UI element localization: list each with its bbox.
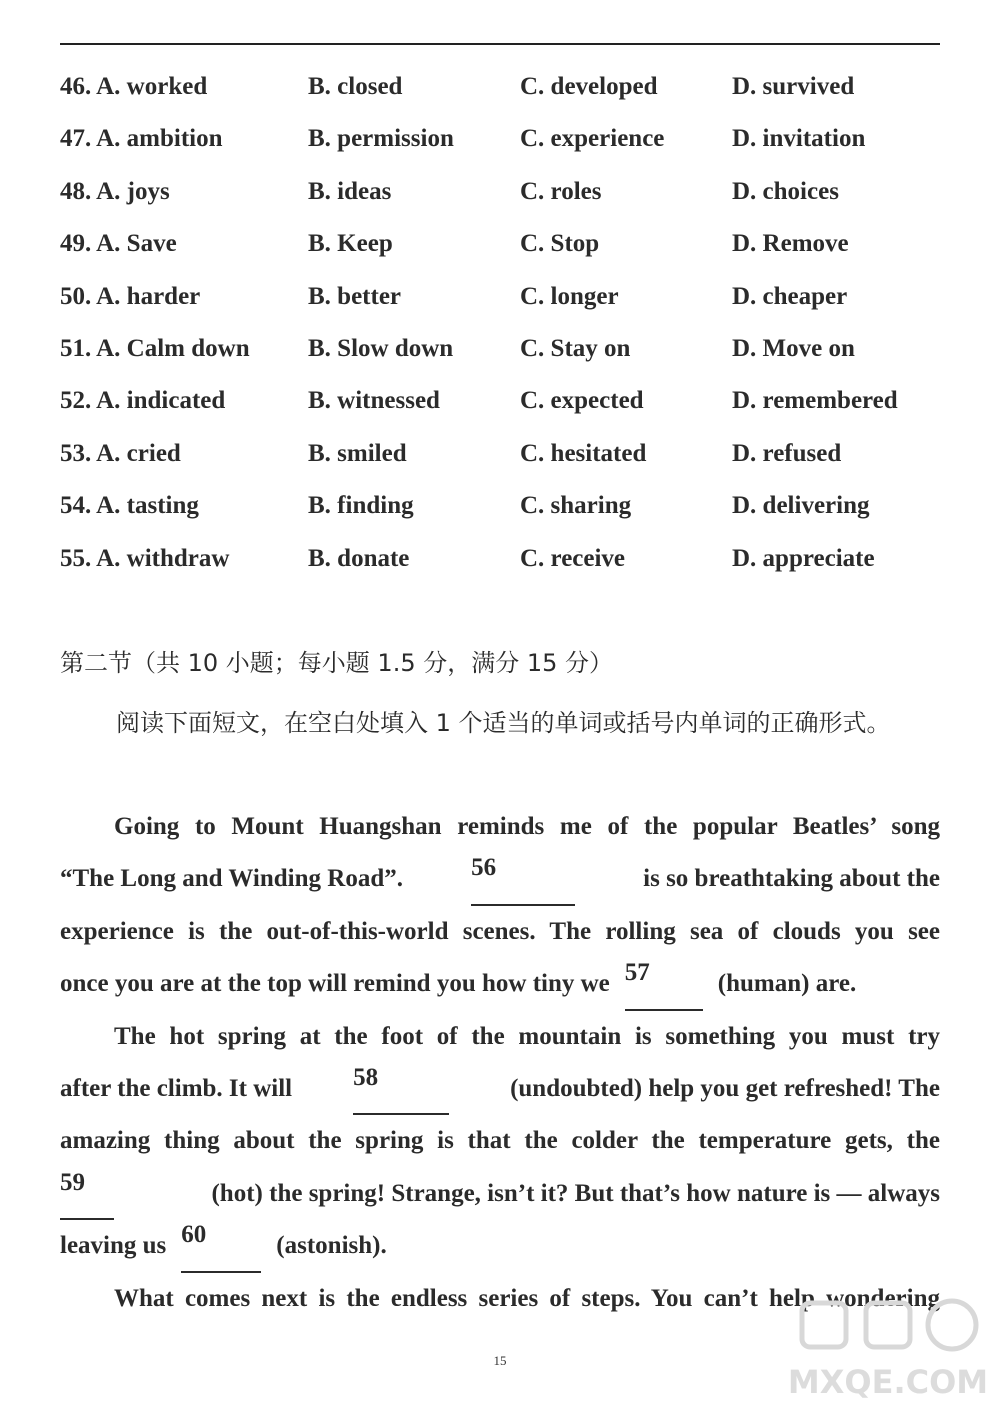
section-title: 第二节（共 10 小题；每小题 1.5 分，满分 15 分） — [60, 649, 614, 677]
passage-line: experience is the out-of-this-world scenes. The rolling sea of clouds you see — [60, 917, 940, 945]
option-row — [60, 330, 940, 382]
option-choice: B. witnessed — [308, 387, 440, 415]
option-choice: B. Keep — [308, 230, 393, 258]
option-choice: 49. A. Save — [60, 230, 177, 258]
option-row — [60, 382, 940, 434]
passage-line: once you are at the top will remind you how tiny we 57 (human) are. — [60, 958, 940, 1010]
option-choice: B. ideas — [308, 177, 392, 205]
option-choice: D. appreciate — [732, 544, 875, 572]
option-row — [60, 68, 940, 120]
blank-60: 60 — [181, 1220, 261, 1272]
option-choice: 52. A. indicated — [60, 387, 226, 415]
option-choice: D. cheaper — [732, 282, 848, 310]
blank-58: 58 — [353, 1063, 449, 1115]
watermark-text: MXQE.COM — [788, 1363, 988, 1401]
option-choice: D. invitation — [732, 125, 866, 153]
option-choice: D. survived — [732, 73, 855, 100]
passage-line: after the climb. It will 58 (undoubted) help you get refreshed! The — [60, 1063, 940, 1115]
passage-line: Going to Mount Huangshan reminds me of the popular Beatles’ song — [114, 813, 940, 840]
option-row — [60, 540, 940, 592]
passage-line: “The Long and Winding Road”. 56 is so breathtaking about the — [60, 853, 940, 905]
option-choice: C. longer — [520, 282, 619, 310]
option-choice: 51. A. Calm down — [60, 334, 250, 362]
option-row — [60, 487, 940, 539]
option-choice: D. remembered — [732, 387, 898, 415]
option-row — [60, 278, 940, 330]
option-choice: 55. A. withdraw — [60, 544, 230, 572]
blank-59: 59 — [60, 1168, 114, 1220]
option-choice: 47. A. ambition — [60, 125, 223, 153]
option-choice: 53. A. cried — [60, 439, 181, 467]
option-choice: 50. A. harder — [60, 282, 201, 310]
option-row — [60, 225, 940, 277]
option-choice: C. sharing — [520, 492, 632, 520]
option-choice: B. finding — [308, 492, 414, 520]
option-row — [60, 435, 940, 487]
option-choice: C. hesitated — [520, 439, 647, 467]
passage-line: 59 (hot) the spring! Strange, isn’t it? But that’s how nature is — always — [60, 1168, 940, 1220]
page-number: 15 — [493, 1353, 507, 1368]
option-choice: B. closed — [308, 73, 403, 100]
option-choice: B. permission — [308, 125, 454, 153]
option-row — [60, 173, 940, 225]
passage-line: The hot spring at the foot of the mountain is something you must try — [114, 1022, 940, 1050]
option-choice: D. choices — [732, 177, 839, 205]
option-choice: D. Move on — [732, 334, 855, 362]
option-choice: B. donate — [308, 544, 410, 572]
option-choice: 48. A. joys — [60, 177, 170, 205]
option-choice: D. Remove — [732, 230, 849, 258]
header-rule — [60, 43, 940, 45]
option-choice: C. Stop — [520, 230, 600, 258]
option-choice: C. experience — [520, 125, 665, 153]
passage-line: leaving us 60 (astonish). — [60, 1220, 940, 1272]
option-choice: D. delivering — [732, 492, 870, 520]
passage-line: amazing thing about the spring is that the colder the temperature gets, the — [60, 1127, 940, 1155]
option-row — [60, 120, 940, 172]
option-choice: D. refused — [732, 439, 842, 467]
passage-line: What comes next is the endless series of steps. You can’t help wondering — [114, 1284, 940, 1312]
option-choice: C. expected — [520, 387, 644, 415]
option-choice: C. receive — [520, 544, 626, 572]
option-choice: B. Slow down — [308, 334, 454, 362]
option-choice: B. better — [308, 282, 402, 310]
blank-56: 56 — [471, 853, 575, 905]
option-choice: C. roles — [520, 177, 602, 205]
option-choice: B. smiled — [308, 439, 407, 467]
blank-57: 57 — [625, 958, 703, 1010]
options-list — [60, 68, 940, 592]
option-choice: C. developed — [520, 73, 658, 100]
passage — [60, 801, 940, 1325]
option-choice: 46. A. worked — [60, 73, 208, 100]
watermark-logo — [788, 1297, 988, 1407]
option-choice: 54. A. tasting — [60, 492, 199, 520]
option-choice: C. Stay on — [520, 334, 631, 362]
instruction-text: 阅读下面短文，在空白处填入 1 个适当的单词或括号内单词的正确形式。 — [116, 709, 891, 737]
